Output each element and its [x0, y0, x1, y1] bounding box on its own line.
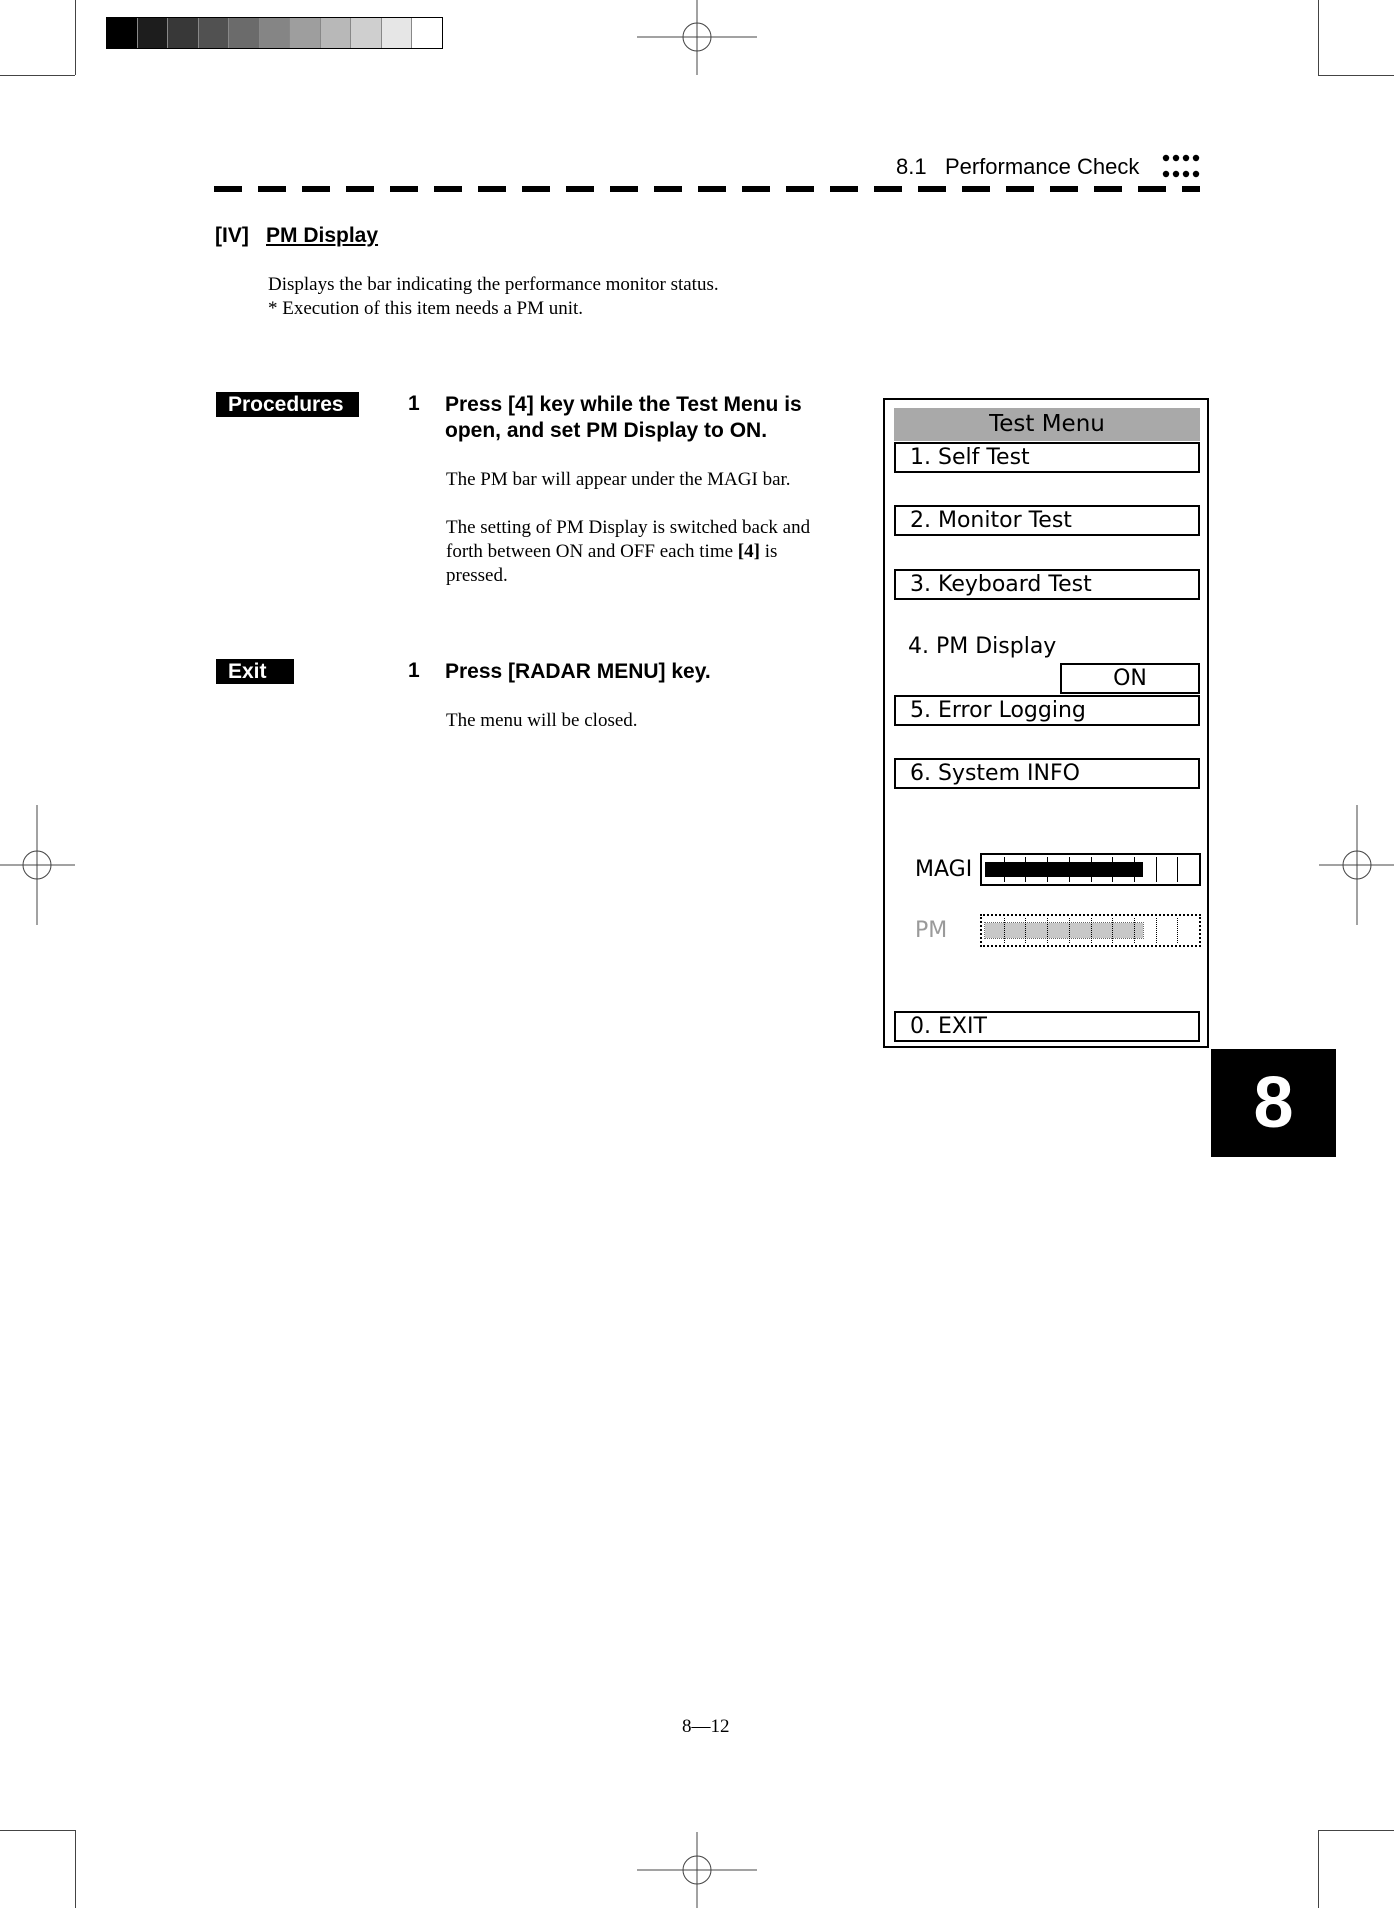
bar-tick — [1069, 918, 1071, 943]
grayscale-swatch — [412, 18, 442, 48]
bar-tick — [1156, 857, 1157, 882]
step-title-line: Press [4] key while the Test Menu is — [445, 393, 802, 416]
magi-label: MAGI — [915, 857, 973, 882]
pm-display-value[interactable]: ON — [1060, 663, 1200, 694]
crop-mark — [75, 1830, 76, 1908]
running-header — [896, 154, 1139, 180]
registration-target-left — [0, 805, 75, 925]
section-title: PM Display — [266, 224, 379, 247]
bar-tick — [1112, 857, 1113, 882]
note-line: The setting of PM Display is switched back and — [446, 517, 811, 538]
grayscale-swatch — [229, 18, 260, 48]
crop-mark — [0, 75, 75, 76]
registration-target-right — [1319, 805, 1394, 925]
bar-tick — [1091, 918, 1093, 943]
bar-tick — [1004, 857, 1005, 882]
exit-label: Exit — [216, 659, 294, 684]
bar-tick — [1112, 918, 1114, 943]
grayscale-swatch — [138, 18, 169, 48]
description-line: Displays the bar indicating the performance monitor status. — [268, 274, 719, 295]
description-line: * Execution of this item needs a PM unit. — [268, 298, 584, 319]
page-number: 8—12 — [682, 1716, 730, 1737]
grayscale-swatch — [382, 18, 413, 48]
procedure-note-toggle — [446, 516, 810, 588]
bar-tick — [1177, 857, 1178, 882]
chapter-tab: 8 — [1211, 1049, 1336, 1157]
registration-target-bottom — [637, 1832, 757, 1908]
bar-tick — [1134, 918, 1136, 943]
bar-tick — [1047, 857, 1048, 882]
pm-label: PM — [915, 918, 948, 943]
bar-tick — [1177, 918, 1179, 943]
step-title-line: open, and set PM Display to ON. — [445, 419, 768, 442]
pm-bar-fill — [985, 923, 1143, 938]
procedure-step-number: 1 — [408, 392, 420, 415]
exit-step-title: Press [RADAR MENU] key. — [445, 660, 711, 683]
bar-tick — [1025, 857, 1026, 882]
magi-bar — [980, 853, 1201, 886]
menu-item-system-info[interactable]: 6. System INFO — [894, 758, 1200, 789]
grayscale-swatch — [168, 18, 199, 48]
bar-tick — [1156, 918, 1158, 943]
test-menu-title: Test Menu — [894, 408, 1200, 441]
crop-mark — [75, 0, 76, 75]
crop-mark — [1318, 1830, 1394, 1831]
bar-tick — [1134, 857, 1135, 882]
crop-mark — [1318, 0, 1319, 75]
note-line: pressed. — [446, 565, 508, 586]
bar-tick — [1047, 918, 1049, 943]
menu-item-self-test[interactable]: 1. Self Test — [894, 442, 1200, 473]
crop-mark — [0, 1830, 75, 1831]
menu-item-pm-display[interactable]: 4. PM Display — [908, 634, 1057, 659]
section-number: [IV] — [215, 224, 249, 247]
crop-mark — [1318, 75, 1394, 76]
header-dashed-rule — [214, 186, 1200, 192]
bar-tick — [1025, 918, 1027, 943]
pm-bar — [980, 914, 1201, 947]
crop-mark — [1318, 1830, 1319, 1908]
exit-note: The menu will be closed. — [446, 710, 638, 731]
header-section-title: Performance Check — [944, 154, 1140, 179]
grayscale-swatch — [351, 18, 382, 48]
menu-item-monitor-test[interactable]: 2. Monitor Test — [894, 505, 1200, 536]
procedure-step-title — [445, 392, 802, 444]
grayscale-calibration-strip — [106, 17, 443, 49]
registration-target-top — [637, 0, 757, 75]
grayscale-swatch — [199, 18, 230, 48]
grayscale-swatch — [321, 18, 352, 48]
magi-bar-fill — [985, 862, 1143, 877]
header-section-number: 8.1 — [896, 154, 927, 179]
bar-tick — [1004, 918, 1006, 943]
grayscale-swatch — [260, 18, 291, 48]
procedure-note-pm-bar: The PM bar will appear under the MAGI bar. — [446, 469, 791, 490]
header-dots-icon — [1162, 153, 1202, 181]
menu-item-exit[interactable]: 0. EXIT — [894, 1011, 1200, 1042]
menu-item-keyboard-test[interactable]: 3. Keyboard Test — [894, 569, 1200, 600]
bar-tick — [1091, 857, 1092, 882]
bar-tick — [1069, 857, 1070, 882]
key-ref: [4] — [737, 541, 760, 562]
exit-step-number: 1 — [408, 659, 420, 682]
procedures-label: Procedures — [216, 392, 359, 417]
menu-item-error-logging[interactable]: 5. Error Logging — [894, 695, 1200, 726]
grayscale-swatch — [290, 18, 321, 48]
section-description — [268, 273, 719, 321]
note-text: is — [759, 541, 778, 562]
grayscale-swatch — [107, 18, 138, 48]
note-text: forth between ON and OFF each time — [446, 541, 738, 562]
note-line — [446, 540, 810, 564]
